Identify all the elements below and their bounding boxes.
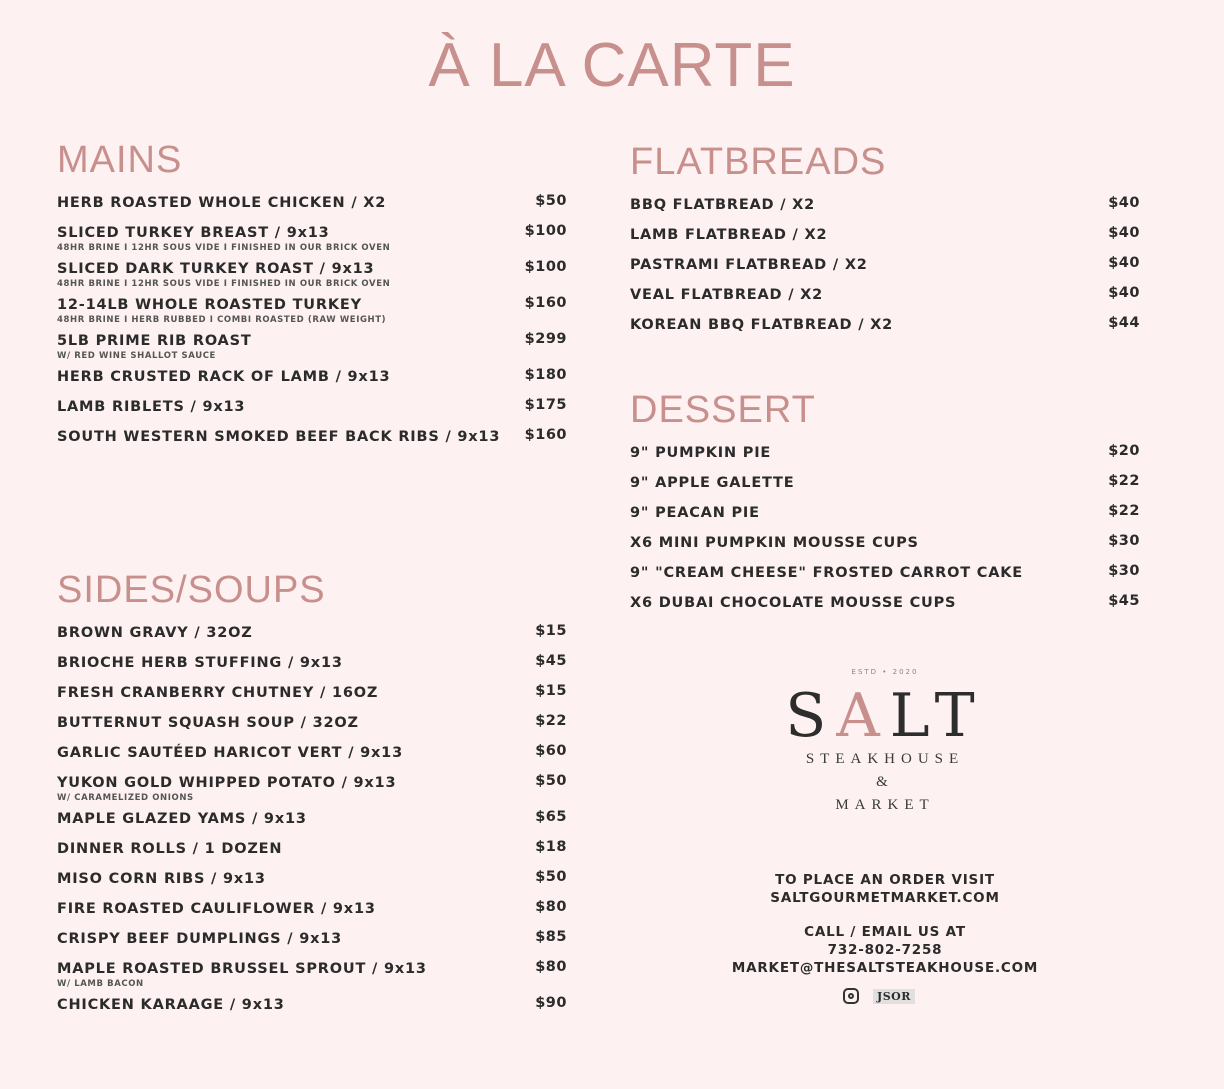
menu-item-price: $22 [1108, 473, 1140, 489]
menu-item-name: VEAL FLATBREAD / X2 [630, 287, 824, 303]
menu-item [57, 682, 567, 702]
brand-tagline-3: MARKET [835, 797, 935, 813]
menu-item [57, 742, 567, 762]
menu-item-price: $15 [535, 623, 567, 639]
menu-item-name: LAMB FLATBREAD / X2 [630, 227, 828, 243]
menu-item-description: 48HR BRINE I 12HR SOUS VIDE I FINISHED IN OUR BRICK OVEN [57, 243, 391, 253]
menu-item-info [630, 224, 827, 244]
menu-item-description: W/ CARAMELIZED ONIONS [57, 793, 194, 803]
menu-item-name: FIRE ROASTED CAULIFLOWER / 9x13 [57, 901, 376, 917]
estd-text: ESTD • 2020 [851, 668, 919, 676]
menu-item [57, 868, 567, 888]
menu-item-name: BBQ FLATBREAD / X2 [630, 197, 816, 213]
menu-item [630, 194, 1140, 214]
menu-item-price: $20 [1108, 443, 1140, 459]
menu-item-info [630, 194, 815, 214]
menu-item-description: W/ LAMB BACON [57, 979, 144, 989]
menu-item-price: $40 [1108, 285, 1140, 301]
menu-item-price: $60 [535, 743, 567, 759]
menu-item-price: $65 [535, 809, 567, 825]
menu-item [57, 366, 567, 386]
sides-section [57, 568, 567, 1024]
menu-item-name: 12-14LB WHOLE ROASTED TURKEY [57, 297, 362, 313]
menu-item-price: $85 [535, 929, 567, 945]
dessert-section [630, 388, 1140, 622]
menu-item-price: $22 [535, 713, 567, 729]
menu-item-info [630, 284, 823, 304]
menu-item-info [630, 502, 760, 522]
menu-item [630, 254, 1140, 274]
menu-item [630, 502, 1140, 522]
menu-item-info [630, 532, 919, 552]
menu-item-price: $90 [535, 995, 567, 1011]
section-heading: SIDES/SOUPS [57, 569, 326, 611]
menu-item-info [630, 442, 771, 462]
menu-item-price: $40 [1108, 195, 1140, 211]
menu-item-info [57, 330, 252, 362]
menu-item-name: 5LB PRIME RIB ROAST [57, 333, 252, 349]
menu-item-name: MAPLE GLAZED YAMS / 9x13 [57, 811, 307, 827]
menu-item-price: $18 [535, 839, 567, 855]
menu-item [630, 224, 1140, 244]
menu-item-name: PASTRAMI FLATBREAD / X2 [630, 257, 868, 273]
menu-item-info [57, 294, 386, 326]
dessert-list [630, 442, 1140, 612]
menu-item-price: $22 [1108, 503, 1140, 519]
menu-item-info [57, 958, 427, 990]
menu-item-info [57, 192, 386, 212]
menu-item-name: CRISPY BEEF DUMPLINGS / 9x13 [57, 931, 343, 947]
menu-item-info [630, 562, 1023, 582]
menu-item-price: $80 [535, 899, 567, 915]
menu-item-description: W/ RED WINE SHALLOT SAUCE [57, 351, 216, 361]
menu-item-name: MISO CORN RIBS / 9x13 [57, 871, 266, 887]
menu-item-name: HERB CRUSTED RACK OF LAMB / 9x13 [57, 369, 391, 385]
section-heading: DESSERT [630, 389, 816, 431]
menu-item [57, 652, 567, 672]
menu-item-price: $30 [1108, 533, 1140, 549]
menu-item-name: DINNER ROLLS / 1 DOZEN [57, 841, 283, 857]
menu-item [57, 426, 567, 446]
order-text: TO PLACE AN ORDER VISIT [775, 872, 995, 888]
menu-item [57, 712, 567, 732]
brand-letters: LT [889, 681, 985, 751]
menu-item [630, 562, 1140, 582]
flatbreads-list [630, 194, 1140, 334]
menu-item-name: LAMB RIBLETS / 9x13 [57, 399, 246, 415]
menu-item-info [57, 928, 342, 948]
menu-item [57, 258, 567, 290]
menu-item-info [57, 652, 343, 672]
menu-item-price: $45 [1108, 593, 1140, 609]
order-website-link[interactable]: SALTGOURMETMARKET.COM [770, 890, 1000, 906]
menu-item [57, 396, 567, 416]
menu-item [57, 958, 567, 990]
menu-item-name: SLICED DARK TURKEY ROAST / 9x13 [57, 261, 375, 277]
contact-info [700, 923, 1070, 977]
menu-item-price: $40 [1108, 225, 1140, 241]
menu-item-info [57, 868, 266, 888]
menu-item-price: $50 [535, 869, 567, 885]
menu-item-info [57, 222, 390, 254]
menu-item-name: BRIOCHE HERB STUFFING / 9x13 [57, 655, 343, 671]
salt-logo [735, 668, 1035, 817]
menu-item-price: $50 [535, 193, 567, 209]
order-info [700, 871, 1070, 907]
instagram-icon[interactable] [843, 988, 859, 1004]
menu-item-info [57, 258, 390, 290]
phone-link[interactable]: 732-802-7258 [827, 942, 943, 958]
brand-letter-accent: A [836, 681, 890, 751]
sides-list [57, 622, 567, 1014]
menu-item-name: GARLIC SAUTÉED HARICOT VERT / 9x13 [57, 745, 403, 761]
mains-section [57, 138, 567, 456]
menu-item-name: 9" APPLE GALETTE [630, 475, 795, 491]
email-link[interactable]: MARKET@THESALTSTEAKHOUSE.COM [731, 960, 1039, 976]
menu-item-name: BROWN GRAVY / 32OZ [57, 625, 253, 641]
menu-item-info [57, 396, 245, 416]
menu-item-name: KOREAN BBQ FLATBREAD / X2 [630, 317, 894, 333]
menu-item [630, 532, 1140, 552]
menu-item-info [57, 682, 378, 702]
menu-item-name: YUKON GOLD WHIPPED POTATO / 9x13 [57, 775, 397, 791]
menu-item [57, 808, 567, 828]
brand-tagline-2: & [876, 774, 894, 790]
menu-item-name: X6 MINI PUMPKIN MOUSSE CUPS [630, 535, 919, 551]
menu-item-info [57, 426, 500, 446]
flatbreads-section [630, 140, 1140, 344]
menu-item-price: $80 [535, 959, 567, 975]
menu-item-price: $100 [524, 259, 567, 275]
menu-item-name: X6 DUBAI CHOCOLATE MOUSSE CUPS [630, 595, 957, 611]
brand-name [735, 681, 1035, 751]
menu-item [630, 314, 1140, 334]
menu-item-price: $30 [1108, 563, 1140, 579]
menu-item [630, 472, 1140, 492]
menu-item-price: $40 [1108, 255, 1140, 271]
menu-item-info [630, 592, 956, 612]
menu-item-name: 9" "CREAM CHEESE" FROSTED CARROT CAKE [630, 565, 1023, 581]
social-row [843, 988, 915, 1004]
menu-item-price: $299 [524, 331, 567, 347]
menu-item-price: $45 [535, 653, 567, 669]
menu-item [57, 928, 567, 948]
menu-item [57, 838, 567, 858]
menu-item-name: SOUTH WESTERN SMOKED BEEF BACK RIBS / 9x13 [57, 429, 501, 445]
menu-item [57, 994, 567, 1014]
menu-item [57, 294, 567, 326]
menu-item-name: FRESH CRANBERRY CHUTNEY / 16OZ [57, 685, 379, 701]
menu-item-info [57, 366, 390, 386]
contact-text: CALL / EMAIL US AT [804, 924, 966, 940]
menu-item-price: $44 [1108, 315, 1140, 331]
menu-item-info [630, 254, 868, 274]
brand-letter: S [785, 681, 837, 751]
section-heading: FLATBREADS [630, 141, 887, 183]
jsor-badge: JSOR [873, 989, 915, 1004]
menu-item-name: HERB ROASTED WHOLE CHICKEN / X2 [57, 195, 387, 211]
menu-item [57, 192, 567, 212]
menu-item-name: 9" PUMPKIN PIE [630, 445, 772, 461]
menu-item-name: MAPLE ROASTED BRUSSEL SPROUT / 9x13 [57, 961, 427, 977]
menu-item-info [57, 898, 376, 918]
menu-item [630, 442, 1140, 462]
menu-item-info [57, 742, 403, 762]
menu-item [57, 222, 567, 254]
menu-item-price: $175 [524, 397, 567, 413]
menu-item-price: $160 [524, 295, 567, 311]
menu-item-info [57, 994, 285, 1014]
menu-item-description: 48HR BRINE I HERB RUBBED I COMBI ROASTED (RAW WEIGHT) [57, 315, 387, 325]
menu-item-name: SLICED TURKEY BREAST / 9x13 [57, 225, 330, 241]
menu-item-info [57, 712, 359, 732]
menu-item [630, 284, 1140, 304]
menu-item-info [630, 314, 893, 334]
section-heading: MAINS [57, 139, 183, 181]
menu-item-price: $180 [524, 367, 567, 383]
menu-item-name: 9" PEACAN PIE [630, 505, 760, 521]
menu-item-price: $15 [535, 683, 567, 699]
menu-item-description: 48HR BRINE I 12HR SOUS VIDE I FINISHED IN OUR BRICK OVEN [57, 279, 391, 289]
menu-item [57, 772, 567, 804]
menu-item [57, 898, 567, 918]
menu-item-info [57, 808, 307, 828]
mains-list [57, 192, 567, 446]
menu-item-info [57, 622, 253, 642]
menu-item [57, 622, 567, 642]
menu-item-price: $160 [524, 427, 567, 443]
menu-item [630, 592, 1140, 612]
menu-item-price: $100 [524, 223, 567, 239]
menu-item-price: $50 [535, 773, 567, 789]
brand-tagline-1: STEAKHOUSE [805, 751, 965, 767]
menu-title: À LA CARTE [428, 31, 796, 100]
menu-item-info [57, 838, 282, 858]
menu-item-name: BUTTERNUT SQUASH SOUP / 32OZ [57, 715, 359, 731]
menu-item-info [630, 472, 794, 492]
menu-item-info [57, 772, 396, 804]
menu-item [57, 330, 567, 362]
menu-item-name: CHICKEN KARAAGE / 9x13 [57, 997, 285, 1013]
